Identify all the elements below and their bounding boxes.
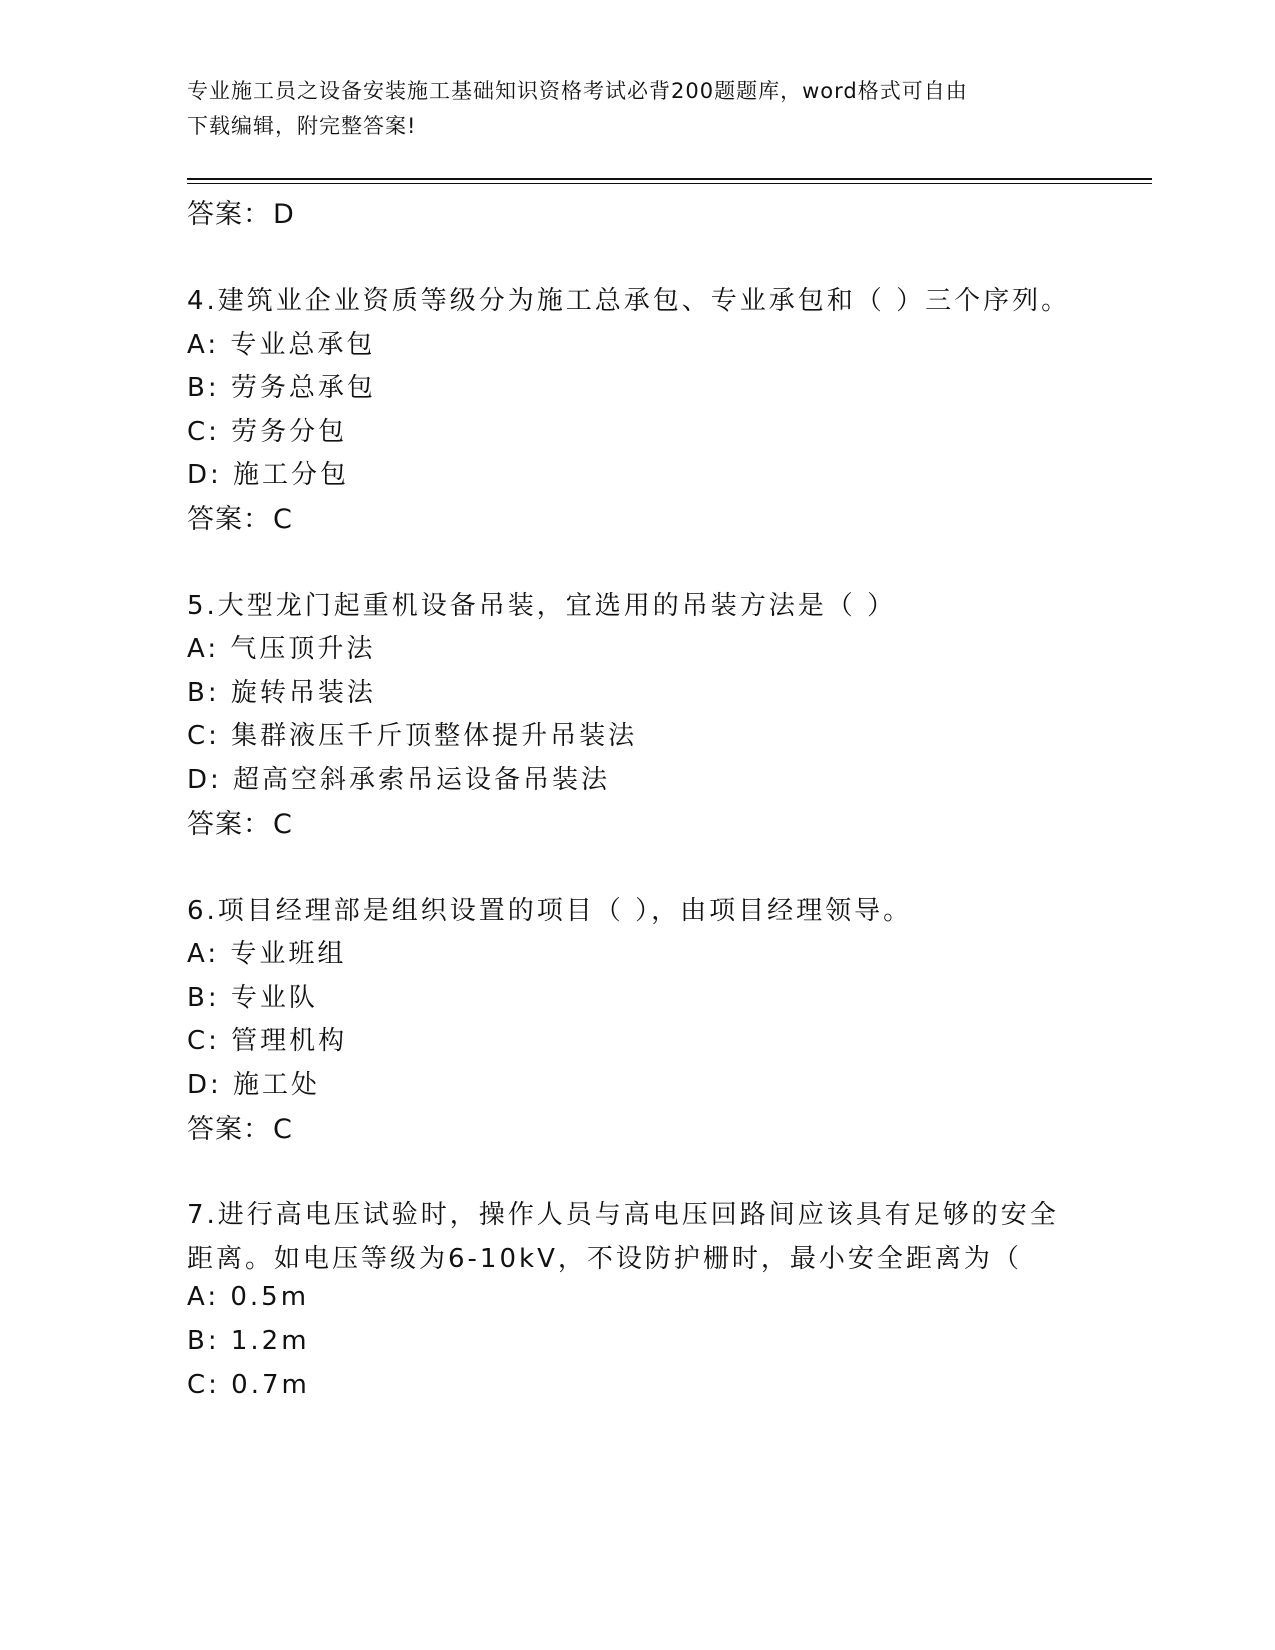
q5-answer [187,802,293,841]
q7-option-a: A: 0.5m [187,1282,310,1312]
q4-question: 4.建筑业企业资质等级分为施工总承包、专业承包和（ ）三个序列。 [187,286,1071,316]
q4-answer [187,497,293,536]
document-header [187,74,1067,144]
answer-label: 答案： [187,809,271,840]
answer-value: C [273,504,293,535]
header-divider-thin [187,183,1152,184]
q7-option-c: C: 0.7m [187,1370,310,1400]
header-divider-thick [187,178,1152,180]
q4-option-c: C: 劳务分包 [187,417,348,447]
q6-option-a: A: 专业班组 [187,939,347,969]
q5-option-d: D: 超高空斜承索吊运设备吊装法 [187,765,611,795]
answer-value: C [273,809,293,840]
q3-answer [187,192,295,231]
q6-answer [187,1107,293,1146]
q4-option-a: A: 专业总承包 [187,330,376,360]
q4-option-b: B: 劳务总承包 [187,373,376,403]
q5-option-b: B: 旋转吊装法 [187,678,376,708]
q4-option-d: D: 施工分包 [187,460,350,490]
answer-value: D [273,199,295,230]
q7-question-line-1: 7.进行高电压试验时，操作人员与高电压回路间应该具有足够的安全 [187,1200,1059,1230]
header-title-line-1: 专业施工员之设备安装施工基础知识资格考试必背200题题库，word格式可自由 [187,79,968,103]
q7-option-b: B: 1.2m [187,1326,310,1356]
q5-question: 5.大型龙门起重机设备吊装，宜选用的吊装方法是（ ） [187,591,897,621]
answer-label: 答案： [187,199,271,230]
header-title-line-2: 下载编辑，附完整答案! [187,114,417,138]
q5-option-a: A: 气压顶升法 [187,634,376,664]
answer-label: 答案： [187,1114,271,1145]
answer-value: C [273,1114,293,1145]
q6-option-c: C: 管理机构 [187,1026,348,1056]
answer-label: 答案： [187,504,271,535]
q6-question: 6.项目经理部是组织设置的项目（ ），由项目经理领导。 [187,896,913,926]
q6-option-b: B: 专业队 [187,983,318,1013]
q6-option-d: D: 施工处 [187,1070,321,1100]
q7-question-line-2: 距离。如电压等级为6-10kV，不设防护栅时，最小安全距离为（ [187,1244,1022,1274]
q5-option-c: C: 集群液压千斤顶整体提升吊装法 [187,721,638,751]
